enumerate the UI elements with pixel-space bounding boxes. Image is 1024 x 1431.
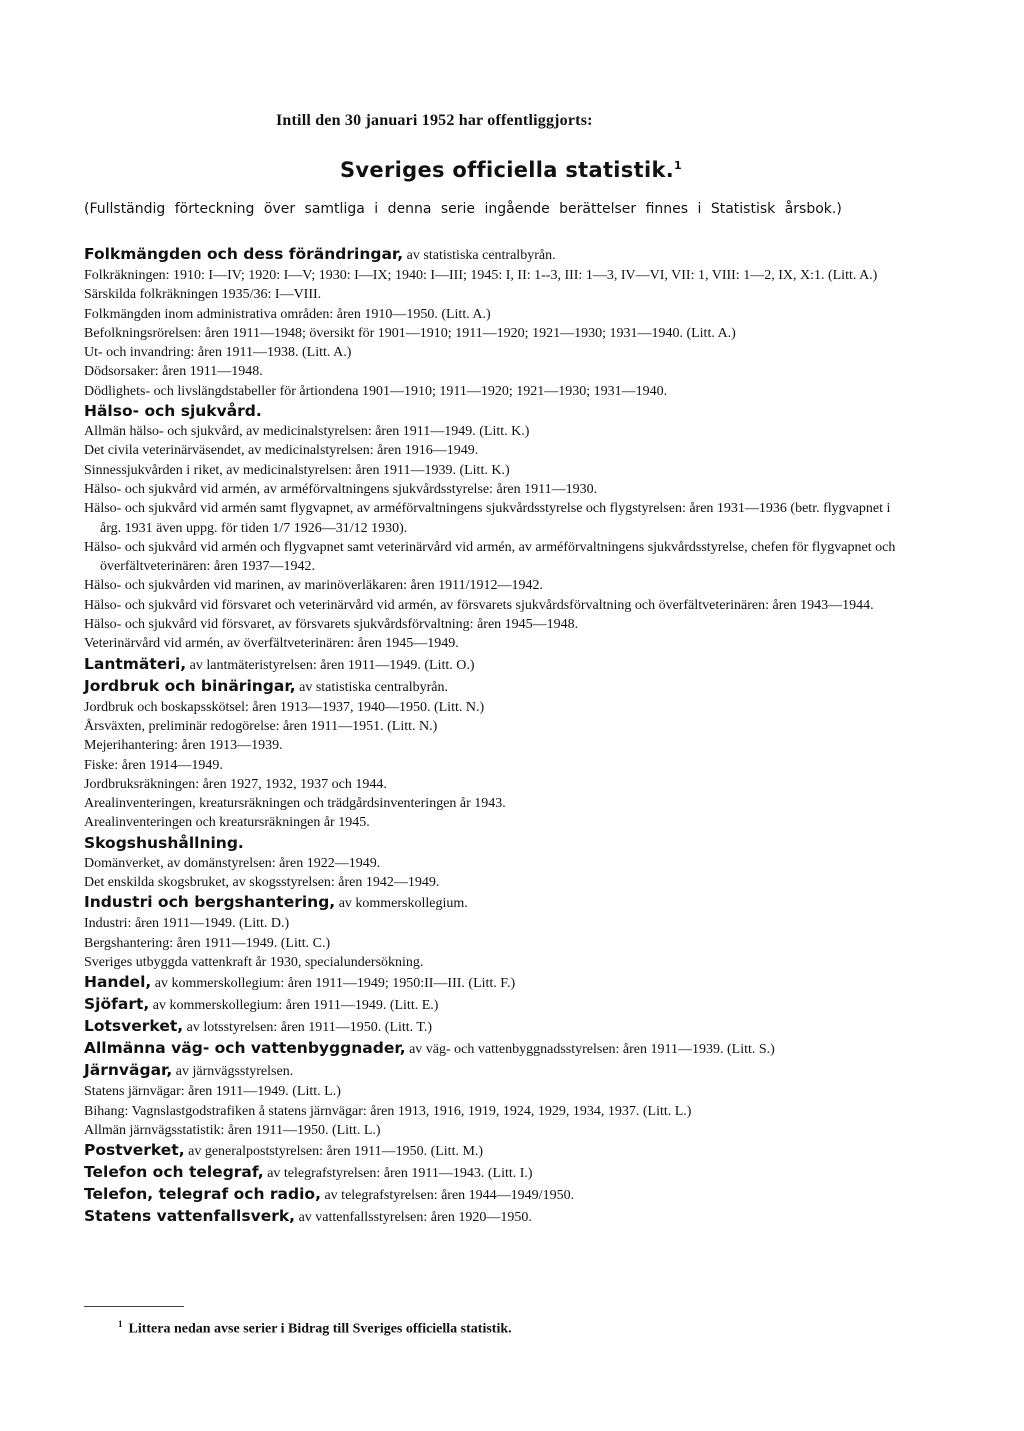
section-title: Postverket, <box>84 1141 185 1160</box>
section-title: Hälso- och sjukvård. <box>84 402 262 421</box>
section-title: Industri och bergshantering, <box>84 893 336 912</box>
section-title: Lotsverket, <box>84 1017 184 1036</box>
series-entry: Dödsorsaker: åren 1911—1948. <box>84 364 263 380</box>
intro-note: (Fullständig förteckning över samtliga i denna serie ingående berättelser finnes i Statistisk årsbok.) <box>84 201 842 217</box>
section-publisher: av järnvägsstyrelsen. <box>172 1064 294 1080</box>
section-title: Handel, <box>84 973 152 992</box>
section-heading <box>84 244 914 266</box>
series-entry: Det civila veterinärväsendet, av medicinalstyrelsen: åren 1916—1949. <box>84 443 479 459</box>
section-title: Jordbruk och binäringar, <box>84 676 296 695</box>
series-entry: Fiske: åren 1914—1949. <box>84 757 223 773</box>
section-publisher: av generalpoststyrelsen: åren 1911—1950. (Litt. M.) <box>184 1144 484 1160</box>
section-publisher: av lantmäteristyrelsen: åren 1911—1949. (Litt. O.) <box>186 657 475 673</box>
section-title: Folkmängden och dess förändringar, <box>84 245 404 263</box>
series-entry: Allmän järnvägsstatistik: åren 1911—1950. (Litt. L.) <box>84 1122 381 1138</box>
section-title: Sjöfart, <box>84 995 150 1014</box>
section-heading <box>84 1140 914 1162</box>
series-entry: Ut- och invandring: åren 1911—1938. (Litt. A.) <box>84 345 352 361</box>
title-footnote-mark: 1 <box>674 159 682 172</box>
section-heading <box>84 1206 914 1228</box>
series-entry: Befolkningsrörelsen: åren 1911—1948; översikt för 1901—1910; 1911—1920; 1921—1930; 1931—1940. (Litt. A.) <box>84 325 736 341</box>
section-publisher: av kommerskollegium: åren 1911—1949. (Litt. E.) <box>149 998 439 1014</box>
section-publisher: av telegrafstyrelsen: åren 1944—1949/1950. <box>320 1188 575 1204</box>
series-entry: Det enskilda skogsbruket, av skogsstyrelsen: åren 1942—1949. <box>84 875 440 891</box>
series-entry: Hälso- och sjukvård vid försvaret och veterinärvård vid armén, av försvarets sjukvårdsförvaltning och överfältveterinären: åren 1943—1944. <box>84 597 874 613</box>
section-publisher: av statistiska centralbyrån. <box>295 679 449 695</box>
section-publisher: av kommerskollegium. <box>335 896 468 912</box>
section-title: Järnvägar, <box>84 1061 173 1080</box>
series-entry: Mejerihantering: åren 1913—1939. <box>84 738 283 754</box>
series-entry: Hälso- och sjukvård vid armén och flygvapnet samt veterinärvård vid armén, av arméförvaltningens sjukvårdsstyrelse, chefen för flygvapnet och överfältveterinären: åren 1937—1942. <box>84 539 896 575</box>
section-heading <box>84 833 914 854</box>
series-entry: Hälso- och sjukvård vid armén, av arméförvaltningens sjukvårdsstyrelse: åren 1911—1930. <box>84 481 598 497</box>
section-title: Lantmäteri, <box>84 654 187 673</box>
series-entry: Arealinventeringen, kreatursräkningen och trädgårdsinventeringen år 1943. <box>84 796 506 812</box>
series-entry: Veterinärvård vid armén, av överfältveterinären: åren 1945—1949. <box>84 636 459 652</box>
footnote <box>118 1319 512 1338</box>
series-entry: Hälso- och sjukvård vid försvaret, av försvarets sjukvårdsförvaltning: åren 1945—1948. <box>84 617 579 633</box>
section-publisher: av statistiska centralbyrån. <box>403 248 556 263</box>
series-entry: Årsväxten, preliminär redogörelse: åren 1911—1951. (Litt. N.) <box>84 718 438 734</box>
section-title: Skogshushållning. <box>84 833 244 852</box>
section-heading <box>84 654 914 676</box>
series-entry: Sveriges utbyggda vattenkraft år 1930, specialundersökning. <box>84 954 424 970</box>
series-entry: Domänverket, av domänstyrelsen: åren 1922—1949. <box>84 855 381 871</box>
series-entry: Särskilda folkräkningen 1935/36: I—VIII. <box>84 287 322 303</box>
intro-line: Intill den 30 januari 1952 har offentliggjorts: <box>276 112 593 129</box>
series-entry: Bihang: Vagnslastgodstrafiken å statens järnvägar: åren 1913, 1916, 1919, 1924, 1929, 1934, 1937. (Litt. L.) <box>84 1103 692 1119</box>
section-publisher: av vattenfallsstyrelsen: åren 1920—1950. <box>295 1210 532 1226</box>
footnote-divider <box>84 1306 184 1307</box>
section-heading <box>84 1016 914 1038</box>
section-heading <box>84 994 914 1016</box>
section-publisher: av kommerskollegium: åren 1911—1949; 1950:II—III. (Litt. F.) <box>151 976 516 992</box>
section-heading <box>84 1162 914 1184</box>
section-heading <box>84 892 914 914</box>
section-title: Telefon, telegraf och radio, <box>84 1185 321 1204</box>
section-heading <box>84 1184 914 1206</box>
page-title <box>340 158 682 182</box>
series-entry: Hälso- och sjukvården vid marinen, av marinöverläkaren: åren 1911/1912—1942. <box>84 578 544 594</box>
catalogue-list <box>84 244 914 1228</box>
section-heading <box>84 1038 914 1060</box>
section-heading <box>84 972 914 994</box>
series-entry: Sinnessjukvården i riket, av medicinalstyrelsen: åren 1911—1939. (Litt. K.) <box>84 462 510 478</box>
section-title: Allmänna väg- och vattenbyggnader, <box>84 1039 406 1058</box>
series-entry: Allmän hälso- och sjukvård, av medicinalstyrelsen: åren 1911—1949. (Litt. K.) <box>84 424 530 440</box>
series-entry: Arealinventeringen och kreatursräkningen år 1945. <box>84 815 370 831</box>
series-entry: Jordbruksräkningen: åren 1927, 1932, 1937 och 1944. <box>84 776 387 792</box>
footnote-text: Littera nedan avse serier i Bidrag till Sveriges officiella statistik. <box>128 1321 512 1337</box>
section-heading <box>84 1060 914 1082</box>
series-entry: Folkmängden inom administrativa områden: åren 1910—1950. (Litt. A.) <box>84 306 491 322</box>
series-entry: Industri: åren 1911—1949. (Litt. D.) <box>84 916 290 932</box>
section-publisher: av lotsstyrelsen: åren 1911—1950. (Litt. T.) <box>183 1020 433 1036</box>
section-publisher: av telegrafstyrelsen: åren 1911—1943. (Litt. I.) <box>263 1166 533 1182</box>
series-entry: Jordbruk och boskapsskötsel: åren 1913—1937, 1940—1950. (Litt. N.) <box>84 699 485 715</box>
series-entry: Dödlighets- och livslängdstabeller för årtiondena 1901—1910; 1911—1920; 1921—1930; 1931—1940. <box>84 383 668 399</box>
section-heading <box>84 676 914 698</box>
series-entry: Bergshantering: åren 1911—1949. (Litt. C.) <box>84 935 331 951</box>
title-text: Sveriges officiella statistik. <box>340 158 674 182</box>
section-title: Telefon och telegraf, <box>84 1163 264 1182</box>
series-entry: Statens järnvägar: åren 1911—1949. (Litt. L.) <box>84 1084 341 1100</box>
series-entry: Hälso- och sjukvård vid armén samt flygvapnet, av arméförvaltningens sjukvårdsstyrelse och flygstyrelsen: åren 1931—1936 (betr. flygvapnet i årg. 1931 även uppg. för tiden 1/7 1926—31/12 1930). <box>84 501 891 536</box>
section-publisher: av väg- och vattenbyggnadsstyrelsen: åren 1911—1939. (Litt. S.) <box>405 1042 775 1058</box>
section-heading <box>84 401 914 422</box>
footnote-mark: 1 <box>118 1319 123 1329</box>
section-title: Statens vattenfallsverk, <box>84 1207 296 1226</box>
series-entry: Folkräkningen: 1910: I—IV; 1920: I—V; 1930: I—IX; 1940: I—III; 1945: I, II: 1--3, III: 1—3, IV—VI, VII: 1, VIII: 1—2, IX, X:1. (Litt. A.) <box>84 268 878 283</box>
